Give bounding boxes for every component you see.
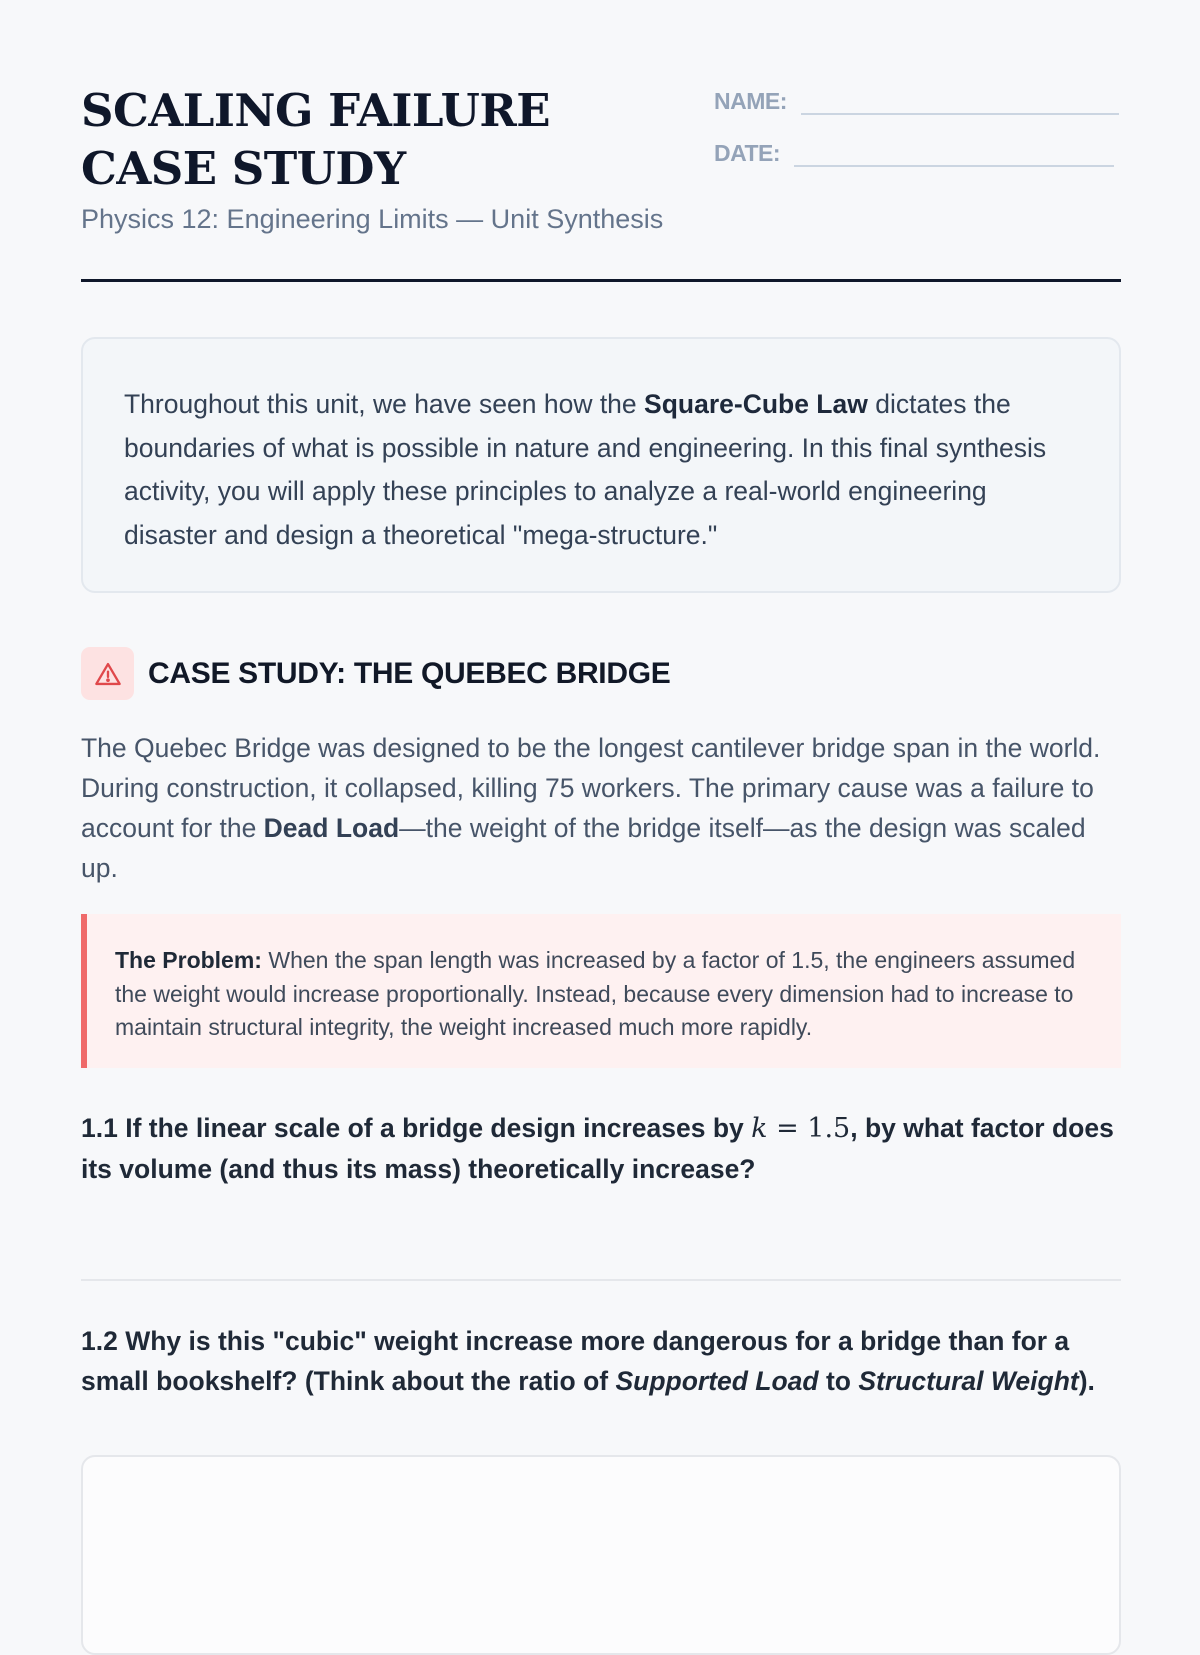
case-study-body <box>81 728 1121 888</box>
q1-math-value: = 1.5 <box>767 1113 851 1144</box>
case-study-heading <box>81 647 670 700</box>
case-study-body-start: The Quebec Bridge was designed to be the longest cantilever bridge span in the world. During construction, it collapsed, killing 75 workers. The primary cause was a failure to account for the <box>81 733 1101 843</box>
page-subtitle: Physics 12: Engineering Limits — Unit Synthesis <box>81 204 664 234</box>
q2-text-middle: to <box>818 1366 859 1396</box>
q2-italic-structural-weight: Structural Weight <box>858 1366 1079 1396</box>
q1-text-start: 1.1 If the linear scale of a bridge design increases by <box>81 1113 752 1143</box>
case-study-body-end: —the weight of the bridge itself—as the design was scaled up. <box>81 813 1086 883</box>
intro-text-start: Throughout this unit, we have seen how the <box>124 389 645 419</box>
case-study-title: CASE STUDY: THE QUEBEC BRIDGE <box>148 656 671 690</box>
problem-text: When the span length was increased by a factor of 1.5, the engineers assumed the weight would increase proportionally. Instead, because every dimension had to increase to maintain structural integrity, the weight increased much more rapidly. <box>115 947 1076 1040</box>
problem-callout <box>81 914 1121 1068</box>
q1-math-variable: k <box>751 1113 768 1144</box>
question-1-2 <box>81 1321 1121 1401</box>
page-title: SCALING FAILURE CASE STUDY <box>81 84 551 195</box>
warning-triangle-icon <box>81 647 134 700</box>
name-input-line[interactable] <box>801 93 1119 115</box>
q1-text-end: , by what factor does its volume (and thus its mass) theoretically increase? <box>81 1113 1114 1184</box>
q1-math <box>751 1113 850 1144</box>
dead-load-term: Dead Load <box>263 813 400 843</box>
answer-box-1-2[interactable] <box>81 1455 1121 1655</box>
q2-text-start: 1.2 Why is this "cubic" weight increase more dangerous for a bridge than for a small bookshelf? (Think about the ratio of <box>81 1326 1070 1396</box>
problem-label: The Problem: <box>115 947 262 973</box>
name-field[interactable] <box>714 88 1119 115</box>
date-label: DATE: <box>714 140 781 166</box>
question-1-1 <box>81 1108 1121 1189</box>
q2-text-end: ). <box>1078 1366 1095 1396</box>
intro-text-end: dictates the boundaries of what is possible in nature and engineering. In this final synthesis activity, you will apply these principles to analyze a real-world engineering disaster and design a theoretical "mega-structure." <box>124 389 1047 550</box>
header-divider <box>81 279 1121 282</box>
date-field[interactable] <box>714 140 1114 167</box>
intro-bold-term: Square-Cube Law <box>644 389 868 419</box>
date-input-line[interactable] <box>794 145 1114 167</box>
question-divider <box>81 1279 1121 1281</box>
q2-italic-supported-load: Supported Load <box>615 1366 819 1396</box>
intro-box <box>81 337 1121 593</box>
name-label: NAME: <box>714 88 787 114</box>
